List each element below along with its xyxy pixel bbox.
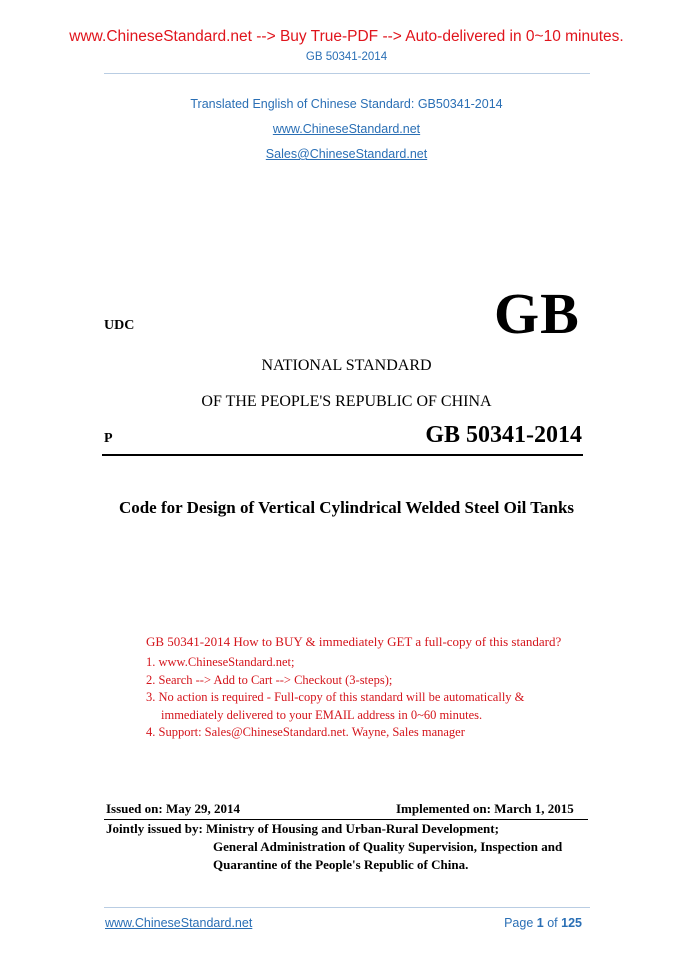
issued-date: Issued on: May 29, 2014 <box>106 801 240 816</box>
national-standard-heading: NATIONAL STANDARD <box>261 357 432 374</box>
title-divider <box>102 454 583 456</box>
page-total: 125 <box>561 916 582 930</box>
purchase-step[interactable]: 1. www.ChineseStandard.net; <box>146 655 295 669</box>
issue-divider <box>104 819 588 820</box>
standard-number: GB 50341-2014 <box>425 422 582 448</box>
document-title: Code for Design of Vertical Cylindrical Welded Steel Oil Tanks <box>118 498 575 517</box>
page-label: Page <box>504 916 534 930</box>
page-indicator <box>480 916 582 930</box>
header-divider <box>104 73 590 74</box>
email-link[interactable]: Sales@ChineseStandard.net <box>265 147 428 161</box>
purchase-step: 2. Search --> Add to Cart --> Checkout (3-steps); <box>146 672 393 687</box>
purchase-step[interactable]: 4. Support: Sales@ChineseStandard.net. Wayne, Sales manager <box>146 725 465 739</box>
gb-logo: GB <box>494 281 580 346</box>
purchase-heading: GB 50341-2014 How to BUY & immediately GET a full-copy of this standard? <box>146 634 562 649</box>
jointly-issued-by: Jointly issued by: Ministry of Housing and Urban-Rural Development; <box>106 821 499 836</box>
translated-notice: Translated English of Chinese Standard: GB50341-2014 <box>190 97 503 111</box>
purchase-steps <box>146 654 524 742</box>
issuer-line: General Administration of Quality Supervision, Inspection and <box>213 839 563 854</box>
footer-website-link[interactable]: www.ChineseStandard.net <box>105 916 253 930</box>
purchase-step: 3. No action is required - Full-copy of this standard will be automatically & <box>146 690 525 704</box>
issuer-line: Quarantine of the People's Republic of China. <box>213 857 469 872</box>
website-link[interactable]: www.ChineseStandard.net <box>272 122 421 136</box>
implemented-date: Implemented on: March 1, 2015 <box>396 801 574 816</box>
top-banner-link[interactable]: www.ChineseStandard.net --> Buy True-PDF --> Auto-delivered in 0~10 minutes. <box>69 28 624 45</box>
classification-code: P <box>104 431 113 446</box>
page-of: of <box>547 916 558 930</box>
footer-divider <box>104 907 590 908</box>
udc-label: UDC <box>104 318 135 333</box>
header-doc-code: GB 50341-2014 <box>305 51 388 63</box>
purchase-step-continuation: immediately delivered to your EMAIL address in 0~60 minutes. <box>161 707 483 722</box>
country-heading: OF THE PEOPLE'S REPUBLIC OF CHINA <box>201 393 492 410</box>
page-current: 1 <box>536 916 544 930</box>
